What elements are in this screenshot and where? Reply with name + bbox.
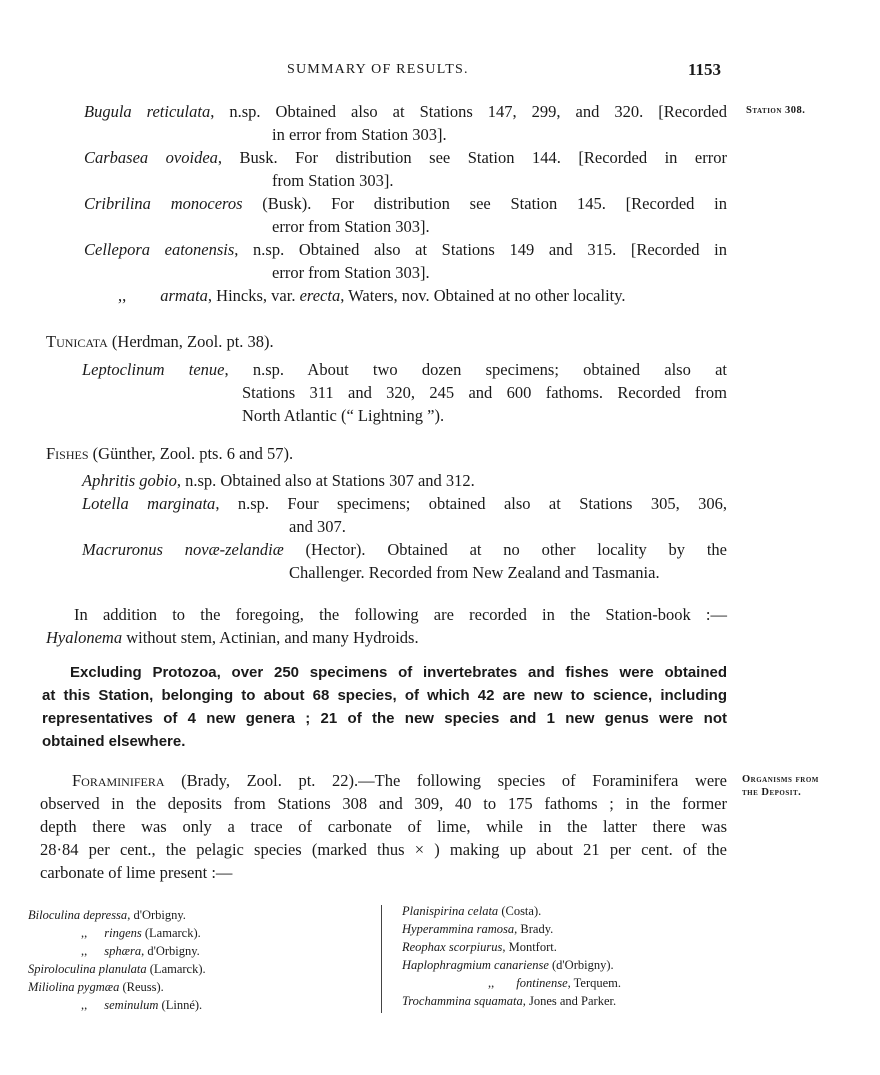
species-name: Cellepora eatonensis bbox=[84, 240, 235, 259]
heading-text: (Herdman, Zool. pt. 38). bbox=[107, 332, 274, 351]
species-name: Hyperammina ramosa bbox=[402, 922, 515, 936]
species-author: (Reuss). bbox=[119, 980, 164, 994]
species-entry bbox=[84, 192, 727, 215]
species-author: , d'Orbigny. bbox=[127, 908, 186, 922]
species-author: , Terquem. bbox=[567, 976, 622, 990]
entry-continuation: Stations 311 and 320, 245 and 600 fathoms. Recorded from bbox=[242, 383, 727, 402]
paragraph-line: carbonate of lime present :— bbox=[40, 863, 233, 882]
paragraph-line: observed in the deposits from Stations 308 and 309, 40 to 175 fathoms ; in the former bbox=[40, 794, 727, 813]
species-list-left bbox=[28, 906, 373, 1014]
entry-continuation: from Station 303]. bbox=[272, 171, 394, 190]
entry-continuation: Challenger. Recorded from New Zealand and Tasmania. bbox=[289, 563, 660, 582]
paragraph-line: In addition to the foregoing, the following are recorded in the Station-book :— bbox=[74, 605, 727, 624]
species-entry bbox=[84, 238, 727, 261]
entry-text: , n.sp. Four specimens; obtained also at Stations 305, 306, bbox=[215, 494, 727, 513]
entry-text: (Hector). Obtained at no other locality by the bbox=[283, 540, 727, 559]
paragraph-line: 28·84 per cent., the pelagic species (marked thus × ) making up about 21 per cent. of the bbox=[40, 840, 727, 859]
entry-continuation: and 307. bbox=[289, 517, 346, 536]
species-list-item bbox=[28, 906, 373, 924]
heading-text: (Günther, Zool. pts. 6 and 57). bbox=[88, 444, 294, 463]
summary-line: obtained elsewhere. bbox=[42, 733, 186, 750]
species-name: armata bbox=[160, 286, 208, 305]
ditto-mark: ,, bbox=[81, 944, 88, 958]
species-list-item bbox=[402, 938, 742, 956]
ditto-mark: ,, bbox=[81, 998, 88, 1012]
species-list-item bbox=[28, 942, 373, 960]
species-name: Cribrilina monoceros bbox=[84, 194, 243, 213]
variety-name: erecta bbox=[299, 286, 341, 305]
species-list-item bbox=[402, 956, 742, 974]
paragraph-line: depth there was only a trace of carbonate of lime, while in the latter there was bbox=[40, 817, 727, 836]
species-author: (d'Orbigny). bbox=[548, 958, 614, 972]
ditto-mark: ,, bbox=[81, 926, 88, 940]
species-name: fontinense bbox=[516, 976, 568, 990]
species-name: sphæra bbox=[104, 944, 142, 958]
entry-continuation: error from Station 303]. bbox=[272, 263, 430, 282]
species-entry bbox=[84, 146, 727, 169]
species-list-item bbox=[28, 960, 373, 978]
ditto-mark: ,, bbox=[488, 976, 495, 990]
species-author: , Brady. bbox=[514, 922, 554, 936]
species-name: Haplophragmium canariense bbox=[402, 958, 549, 972]
entry-continuation: error from Station 303]. bbox=[272, 217, 430, 236]
section-heading-tunicata bbox=[46, 330, 274, 353]
entry-text: , n.sp. Obtained also at Stations 307 and 312. bbox=[176, 471, 475, 490]
margin-note-station: Station 308. bbox=[746, 105, 806, 116]
species-author: , Jones and Parker. bbox=[522, 994, 617, 1008]
column-divider bbox=[381, 905, 382, 1013]
species-author: , d'Orbigny. bbox=[141, 944, 200, 958]
entry-continuation: North Atlantic (“ Lightning ”). bbox=[242, 406, 445, 425]
species-list-right bbox=[402, 902, 742, 1010]
entry-text: , Hincks, var. bbox=[207, 286, 300, 305]
species-name: seminulum bbox=[104, 998, 159, 1012]
species-list-item bbox=[402, 920, 742, 938]
group-name: Fishes bbox=[46, 444, 89, 463]
entry-continuation: in error from Station 303]. bbox=[272, 125, 447, 144]
species-list-item bbox=[402, 902, 742, 920]
species-author: (Costa). bbox=[498, 904, 542, 918]
species-author: (Lamarck). bbox=[141, 926, 201, 940]
species-name: Biloculina depressa bbox=[28, 908, 128, 922]
species-entry bbox=[82, 538, 727, 561]
group-name: Tunicata bbox=[46, 332, 108, 351]
species-name: Reophax scorpiurus bbox=[402, 940, 503, 954]
entry-text: , n.sp. Obtained also at Stations 147, 299, and 320. [Recorded bbox=[210, 102, 727, 121]
foraminifera-paragraph bbox=[40, 769, 727, 884]
species-name: ringens bbox=[104, 926, 142, 940]
species-list-item bbox=[402, 974, 742, 992]
margin-note-line: the Deposit. bbox=[742, 787, 802, 798]
species-entry bbox=[82, 358, 727, 381]
species-list-item bbox=[28, 924, 373, 942]
bryozoa-list bbox=[84, 100, 727, 307]
section-heading-fishes bbox=[46, 442, 293, 465]
summary-line: at this Station, belonging to about 68 species, of which 42 are new to science, including bbox=[42, 687, 727, 704]
entry-text: , n.sp. Obtained also at Stations 149 and 315. [Recorded in bbox=[234, 240, 727, 259]
species-name: Aphritis gobio bbox=[82, 471, 177, 490]
paragraph-text: without stem, Actinian, and many Hydroids. bbox=[122, 628, 419, 647]
summary-line: representatives of 4 new genera ; 21 of the new species and 1 new genus were not bbox=[42, 710, 727, 727]
species-name: Planispirina celata bbox=[402, 904, 499, 918]
species-name: Trochammina squamata bbox=[402, 994, 523, 1008]
entry-text: , Busk. For distribution see Station 144. [Recorded in error bbox=[217, 148, 727, 167]
species-entry bbox=[84, 284, 727, 307]
species-author: , Montfort. bbox=[502, 940, 557, 954]
entry-text: (Busk). For distribution see Station 145. [Recorded in bbox=[242, 194, 728, 213]
species-list-item bbox=[402, 992, 742, 1010]
species-name: Miliolina pygmæa bbox=[28, 980, 120, 994]
species-author: (Lamarck). bbox=[146, 962, 206, 976]
margin-note-organisms bbox=[742, 773, 819, 799]
summary-line: Excluding Protozoa, over 250 specimens of invertebrates and fishes were obtained bbox=[70, 664, 727, 681]
species-entry bbox=[84, 100, 727, 123]
running-header: SUMMARY OF RESULTS. bbox=[287, 62, 469, 77]
entry-text: , n.sp. About two dozen specimens; obtained also at bbox=[224, 360, 727, 379]
page-number: 1153 bbox=[688, 60, 722, 79]
entry-text: , Waters, nov. Obtained at no other locality. bbox=[340, 286, 626, 305]
species-name: Lotella marginata bbox=[82, 494, 216, 513]
addition-paragraph bbox=[46, 603, 727, 649]
species-entry bbox=[82, 492, 727, 515]
paragraph-line bbox=[40, 769, 727, 792]
species-list-item bbox=[28, 978, 373, 996]
margin-note-line: Organisms from bbox=[742, 774, 819, 785]
species-name: Spiroloculina planulata bbox=[28, 962, 147, 976]
fishes-list bbox=[82, 469, 727, 584]
species-entry bbox=[82, 469, 727, 492]
paragraph-line bbox=[46, 626, 727, 649]
species-list-item bbox=[28, 996, 373, 1014]
paragraph-text: (Brady, Zool. pt. 22).—The following species of Foraminifera were bbox=[164, 771, 727, 790]
tunicata-entry bbox=[82, 358, 727, 427]
species-name: Bugula reticulata bbox=[84, 102, 211, 121]
ditto-mark: ,, bbox=[118, 286, 127, 305]
genus-name: Hyalonema bbox=[46, 628, 123, 647]
species-name: Leptoclinum tenue bbox=[82, 360, 225, 379]
summary-paragraph bbox=[42, 661, 727, 753]
species-author: (Linné). bbox=[158, 998, 203, 1012]
species-name: Macruronus novæ-zelandiæ bbox=[82, 540, 284, 559]
species-name: Carbasea ovoidea bbox=[84, 148, 218, 167]
group-name: Foraminifera bbox=[72, 771, 165, 790]
